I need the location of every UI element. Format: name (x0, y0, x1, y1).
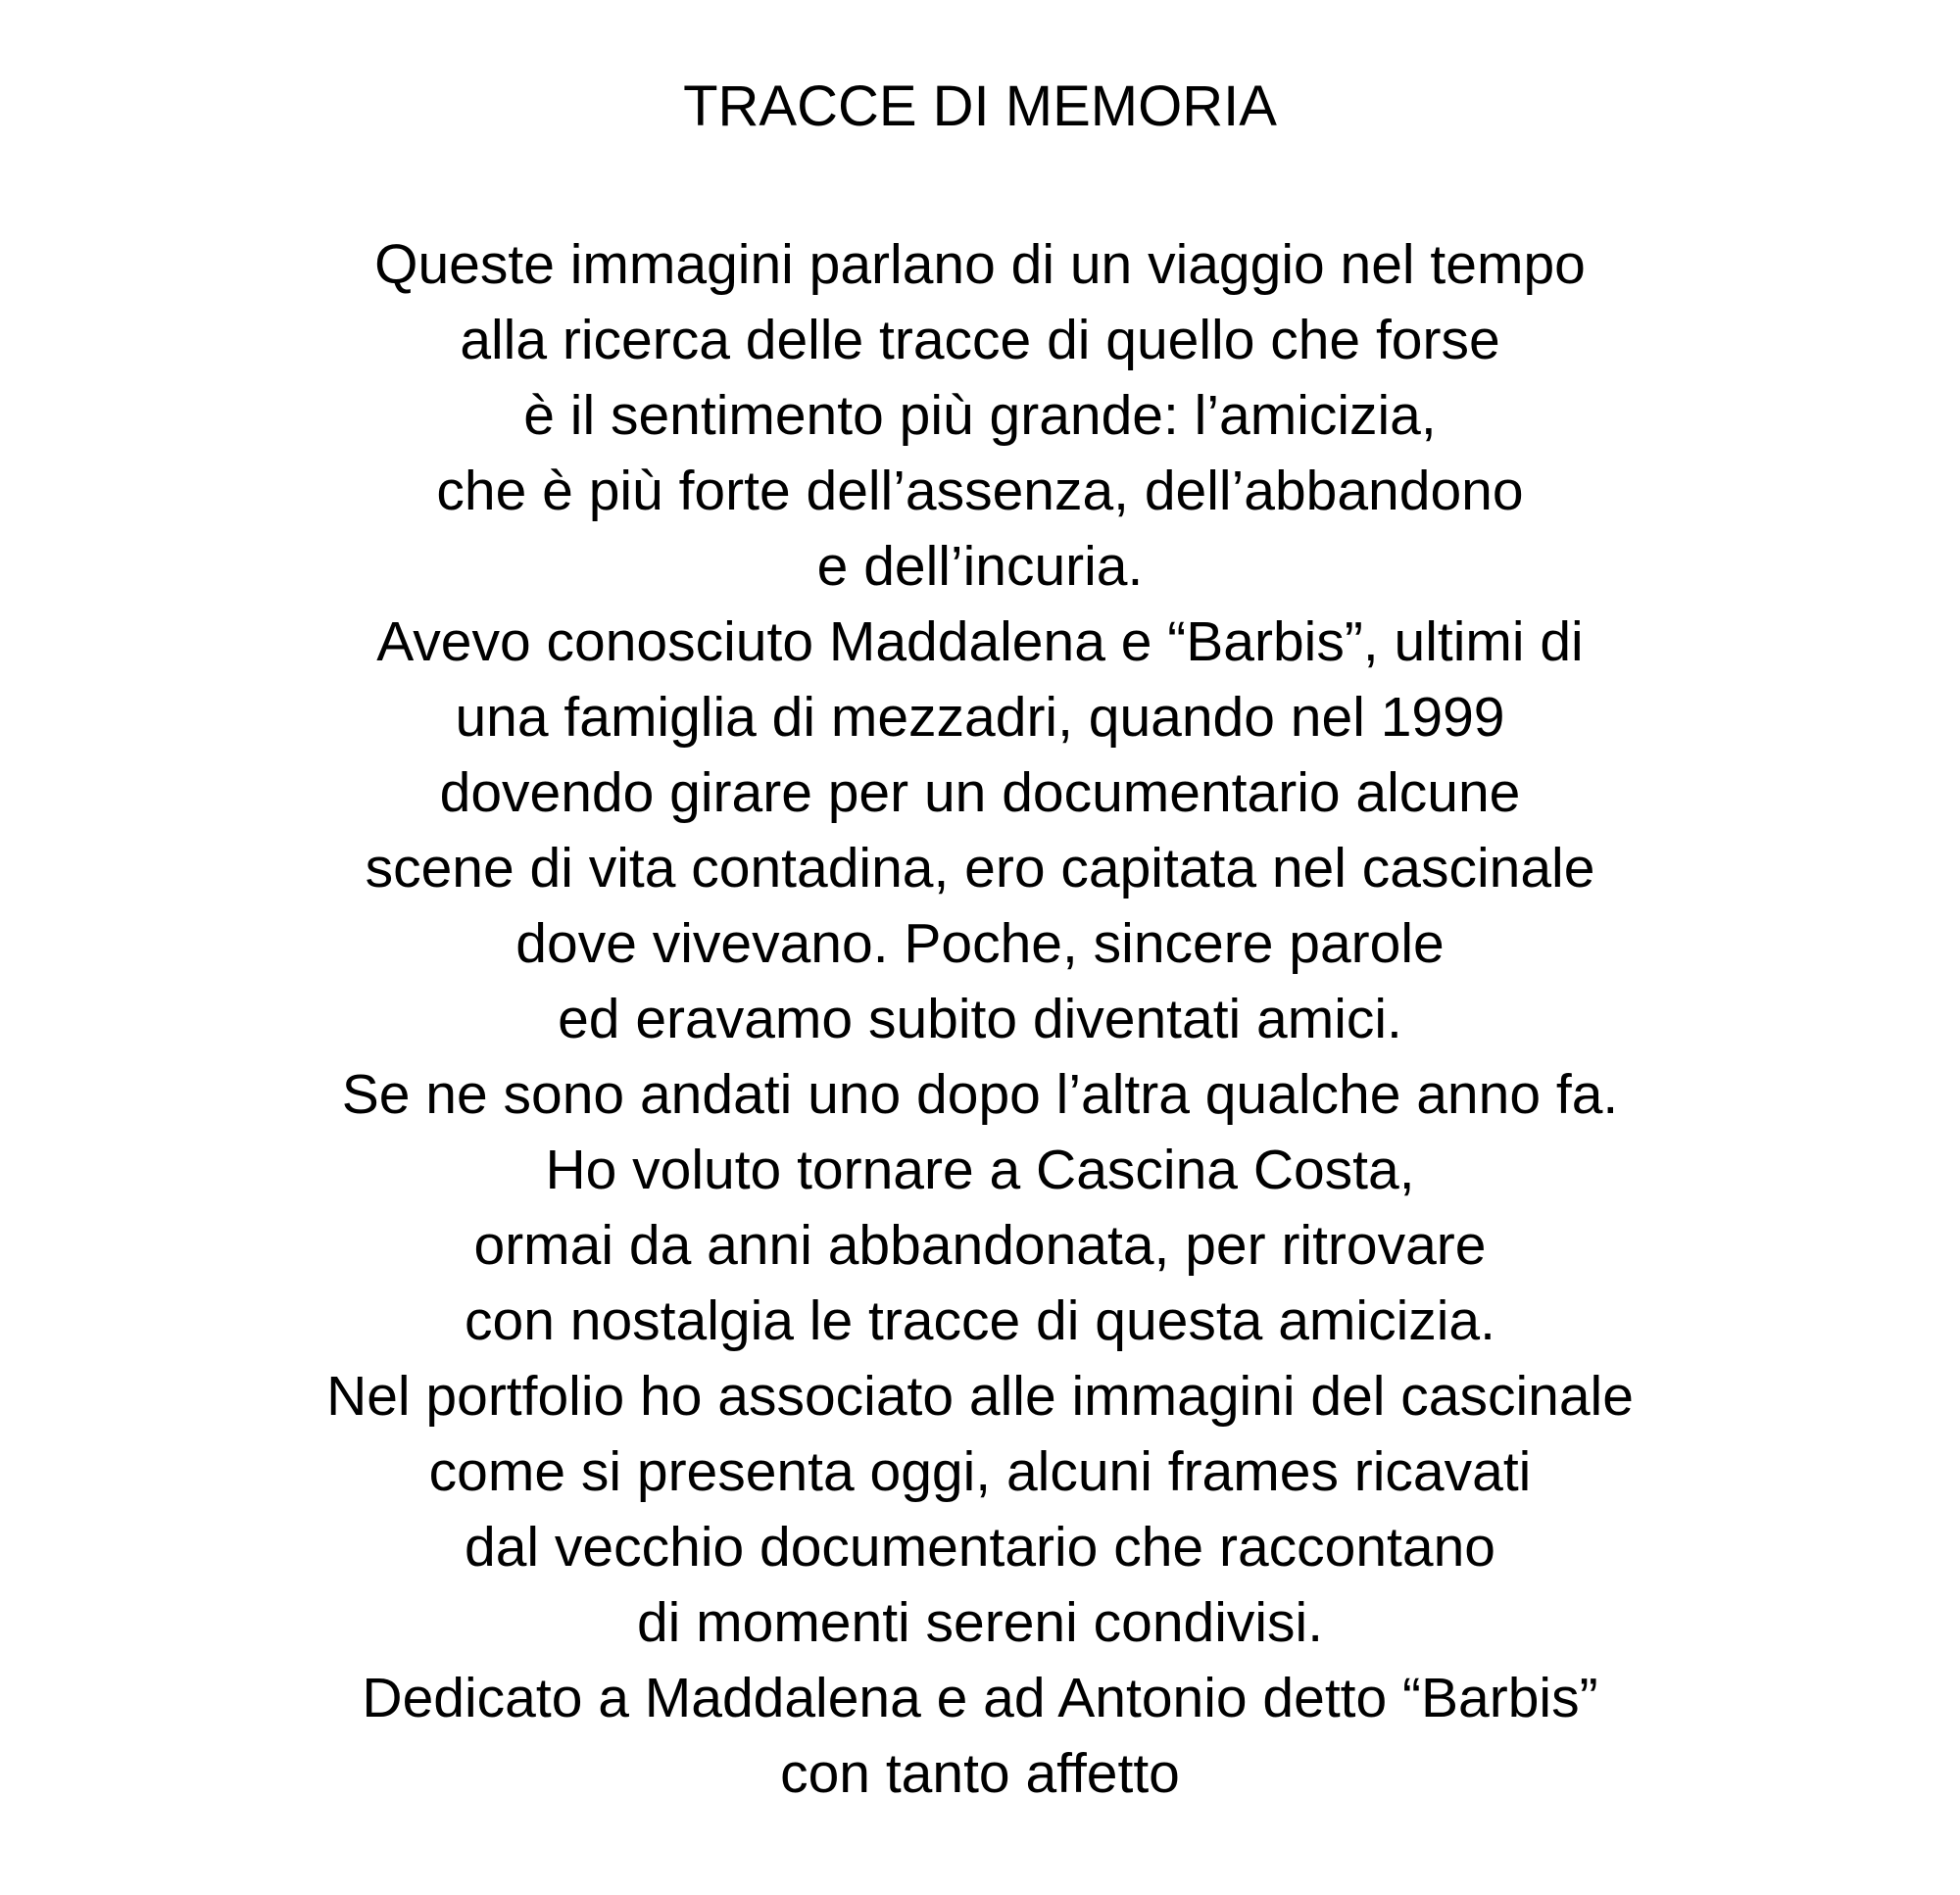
text-line: è il sentimento più grande: l’amicizia, (523, 384, 1437, 447)
text-line: Queste immagini parlano di un viaggio nel tempo (374, 233, 1586, 296)
text-line: alla ricerca delle tracce di quello che forse (460, 309, 1500, 371)
body-text (0, 227, 1960, 1812)
text-line: dove vivevano. Poche, sincere parole (515, 912, 1445, 975)
page-title: TRACCE DI MEMORIA (683, 74, 1277, 138)
text-line: dovendo girare per un documentario alcune (439, 761, 1521, 824)
text-line: dal vecchio documentario che raccontano (465, 1516, 1495, 1579)
text-line: con nostalgia le tracce di questa amicizia. (465, 1289, 1495, 1352)
text-line: con tanto affetto (780, 1742, 1180, 1805)
text-line: ed eravamo subito diventati amici. (558, 988, 1402, 1050)
text-line: Ho voluto tornare a Cascina Costa, (545, 1139, 1415, 1201)
text-line: Nel portfolio ho associato alle immagini del cascinale (326, 1365, 1634, 1428)
text-line: una famiglia di mezzadri, quando nel 1999 (455, 686, 1505, 749)
text-line: e dell’incuria. (816, 535, 1144, 598)
text-line: scene di vita contadina, ero capitata nel cascinale (365, 837, 1595, 899)
text-line: che è più forte dell’assenza, dell’abbandono (436, 460, 1524, 522)
text-line: Avevo conosciuto Maddalena e “Barbis”, ultimi di (376, 610, 1584, 673)
text-line: di momenti sereni condivisi. (636, 1591, 1324, 1654)
text-line: Dedicato a Maddalena e ad Antonio detto “Barbis” (362, 1667, 1598, 1729)
text-line: Se ne sono andati uno dopo l’altra qualche anno fa. (341, 1063, 1619, 1126)
text-line: ormai da anni abbandonata, per ritrovare (473, 1214, 1487, 1277)
text-line: come si presenta oggi, alcuni frames ricavati (428, 1440, 1532, 1503)
